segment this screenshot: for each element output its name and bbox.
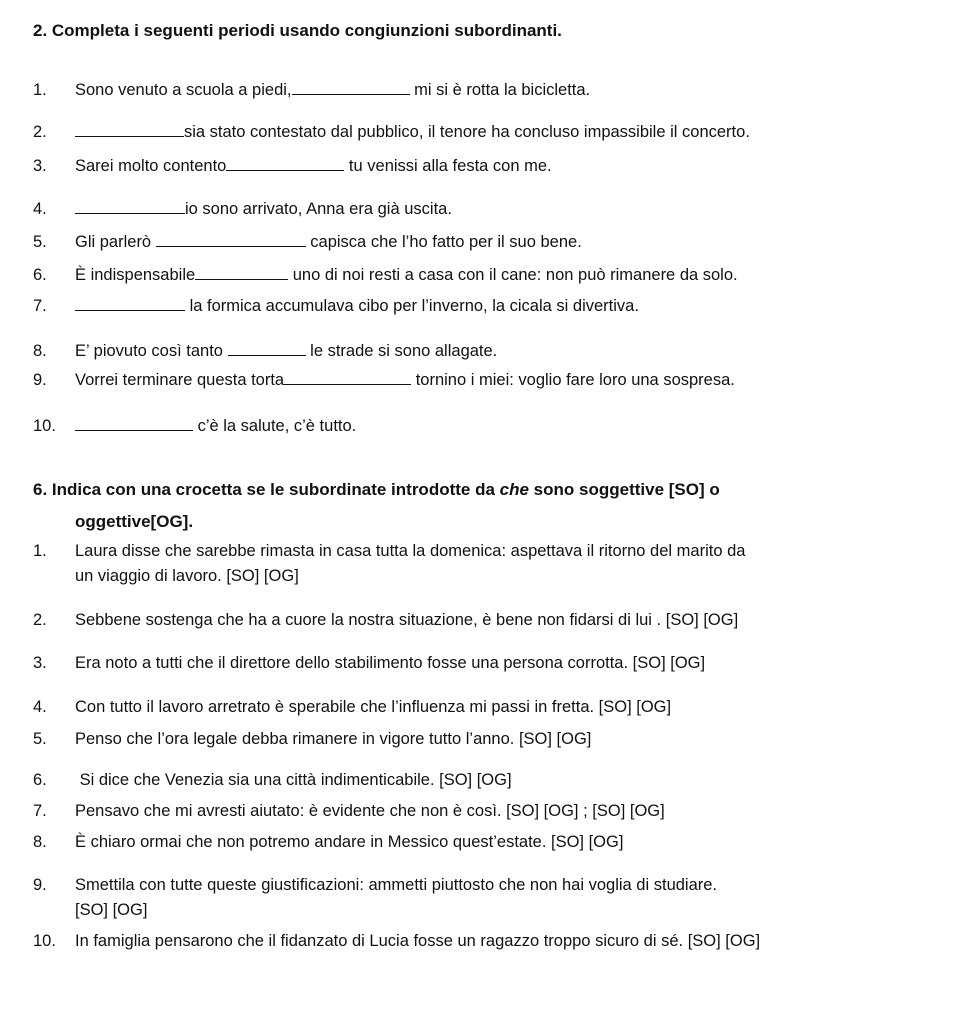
item-text-after: mi si è rotta la bicicletta. bbox=[409, 81, 591, 99]
exercise-6-item-5 bbox=[33, 728, 591, 750]
answer-blank[interactable] bbox=[75, 199, 185, 214]
item-text-after: sia stato contestato dal pubblico, il tenore ha concluso impassibile il concerto. bbox=[184, 123, 750, 141]
item-text-before: Gli parlerò bbox=[75, 233, 156, 251]
item-text-before: Sono venuto a scuola a piedi, bbox=[75, 81, 292, 99]
answer-blank[interactable] bbox=[292, 80, 410, 95]
item-text[interactable]: È chiaro ormai che non potremo andare in Messico quest’estate. [SO] [OG] bbox=[75, 833, 624, 851]
item-text: Laura disse che sarebbe rimasta in casa tutta la domenica: aspettava il ritorno del marito da bbox=[75, 542, 746, 560]
exercise-2-item-2 bbox=[33, 121, 750, 143]
item-text[interactable]: Penso che l’ora legale debba rimanere in vigore tutto l’anno. [SO] [OG] bbox=[75, 730, 592, 748]
answer-blank[interactable] bbox=[75, 122, 184, 137]
item-number: 7. bbox=[33, 802, 47, 820]
section-6-title bbox=[33, 479, 720, 501]
item-number: 2. bbox=[33, 611, 47, 629]
section-2-title: 2. Completa i seguenti periodi usando congiunzioni subordinanti. bbox=[33, 21, 562, 40]
item-text[interactable]: Con tutto il lavoro arretrato è sperabile che l’influenza mi passi in fretta. [SO] [OG] bbox=[75, 698, 672, 716]
exercise-6-item-9-line2[interactable]: [SO] [OG] bbox=[75, 901, 148, 919]
item-text-after: capisca che l’ho fatto per il suo bene. bbox=[305, 233, 582, 251]
answer-blank[interactable] bbox=[228, 341, 306, 356]
exercise-6-item-4 bbox=[33, 696, 671, 718]
item-text[interactable]: Sebbene sostenga che ha a cuore la nostra situazione, è bene non fidarsi di lui . [SO] [OG] bbox=[75, 611, 739, 629]
item-number: 7. bbox=[33, 297, 47, 315]
item-text[interactable]: Pensavo che mi avresti aiutato: è evidente che non è così. [SO] [OG] ; [SO] [OG] bbox=[75, 802, 665, 820]
item-text-after: c’è la salute, c’è tutto. bbox=[193, 417, 357, 435]
exercise-6-item-7 bbox=[33, 800, 665, 822]
exercise-2-item-10 bbox=[33, 415, 356, 437]
answer-blank[interactable] bbox=[156, 232, 306, 247]
item-number: 4. bbox=[33, 698, 47, 716]
exercise-2-item-9 bbox=[33, 369, 735, 391]
answer-blank[interactable] bbox=[75, 296, 185, 311]
exercise-2-item-5 bbox=[33, 231, 582, 253]
item-number: 10. bbox=[33, 932, 56, 950]
item-text[interactable]: Si dice che Venezia sia una città indimenticabile. [SO] [OG] bbox=[75, 771, 512, 789]
item-number: 10. bbox=[33, 417, 56, 435]
item-number: 9. bbox=[33, 876, 47, 894]
item-number: 6. bbox=[33, 266, 47, 284]
item-text-before: E’ piovuto così tanto bbox=[75, 342, 228, 360]
exercise-6-item-1-line2[interactable]: un viaggio di lavoro. [SO] [OG] bbox=[75, 567, 299, 585]
section-6-title-part1: 6. Indica con una crocetta se le subordinate introdotte da bbox=[33, 480, 500, 499]
item-number: 9. bbox=[33, 371, 47, 389]
exercise-6-item-2 bbox=[33, 609, 738, 631]
exercise-2-item-1 bbox=[33, 79, 590, 101]
answer-blank[interactable] bbox=[226, 156, 344, 171]
item-text[interactable]: Era noto a tutti che il direttore dello stabilimento fosse una persona corrotta. [SO] [OG] bbox=[75, 654, 706, 672]
item-number: 4. bbox=[33, 200, 47, 218]
item-text-before: Sarei molto contento bbox=[75, 157, 227, 175]
section-6-title-italic: che bbox=[499, 480, 529, 499]
item-number: 6. bbox=[33, 771, 47, 789]
item-text-after: uno di noi resti a casa con il cane: non può rimanere da solo. bbox=[288, 266, 738, 284]
item-text-after: tornino i miei: voglio fare loro una sospresa. bbox=[411, 371, 735, 389]
exercise-6-item-6 bbox=[33, 769, 512, 791]
answer-blank[interactable] bbox=[195, 265, 288, 280]
item-number: 3. bbox=[33, 157, 47, 175]
section-6-title-part2: sono soggettive [SO] o bbox=[528, 480, 720, 499]
exercise-6-item-1 bbox=[33, 540, 745, 562]
item-text-after: tu venissi alla festa con me. bbox=[344, 157, 552, 175]
exercise-2-item-8 bbox=[33, 340, 497, 362]
item-text: Smettila con tutte queste giustificazioni: ammetti piuttosto che non hai voglia di studiare. bbox=[75, 876, 718, 894]
item-text[interactable]: In famiglia pensarono che il fidanzato di Lucia fosse un ragazzo troppo sicuro di sé. [SO] [OG] bbox=[75, 932, 761, 950]
exercise-6-item-8 bbox=[33, 831, 623, 853]
exercise-6-item-9 bbox=[33, 874, 717, 896]
item-number: 8. bbox=[33, 342, 47, 360]
exercise-2-item-7 bbox=[33, 295, 639, 317]
item-text-before: Vorrei terminare questa torta bbox=[75, 371, 285, 389]
exercise-2-item-3 bbox=[33, 155, 552, 177]
exercise-6-item-3 bbox=[33, 652, 705, 674]
item-number: 8. bbox=[33, 833, 47, 851]
exercise-6-item-10 bbox=[33, 930, 760, 952]
answer-blank[interactable] bbox=[284, 370, 411, 385]
exercise-2-item-6 bbox=[33, 264, 738, 286]
item-number: 1. bbox=[33, 542, 47, 560]
item-number: 5. bbox=[33, 233, 47, 251]
item-text-before: È indispensabile bbox=[75, 266, 196, 284]
item-number: 3. bbox=[33, 654, 47, 672]
item-text-after: io sono arrivato, Anna era già uscita. bbox=[185, 200, 452, 218]
item-number: 5. bbox=[33, 730, 47, 748]
item-text-after: la formica accumulava cibo per l’inverno, la cicala si divertiva. bbox=[185, 297, 639, 315]
item-text-after: le strade si sono allagate. bbox=[305, 342, 498, 360]
item-number: 1. bbox=[33, 81, 47, 99]
item-number: 2. bbox=[33, 123, 47, 141]
exercise-2-item-4 bbox=[33, 198, 452, 220]
answer-blank[interactable] bbox=[75, 416, 193, 431]
section-6-title-line2: oggettive[OG]. bbox=[75, 512, 194, 531]
